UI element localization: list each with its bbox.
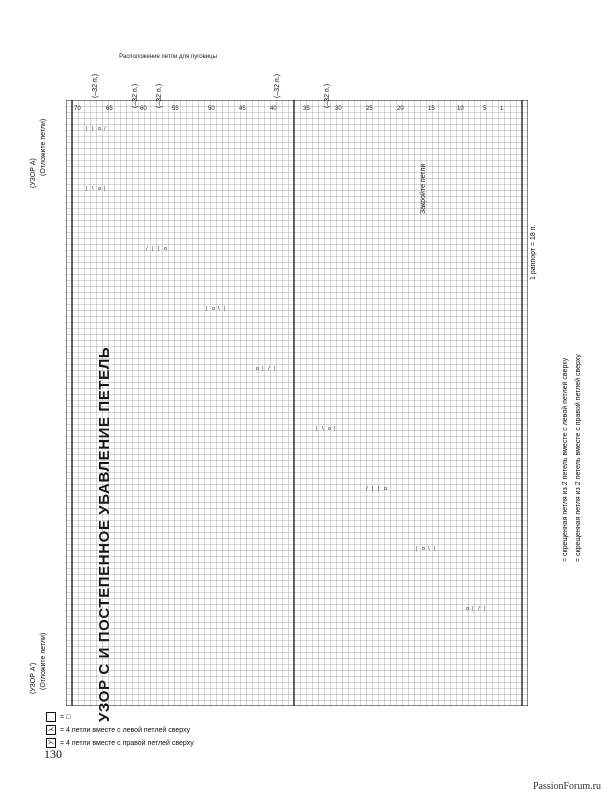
row-marker-40: 40: [270, 106, 277, 112]
legend-right-2: = скрещенная петля из 2 петель вместе с правой петлей сверху: [575, 354, 582, 562]
svg-text:|: |: [434, 546, 436, 552]
left-decrease-icon: ⋌: [48, 727, 54, 733]
decrease-note-3: (–32 п.): [156, 83, 163, 108]
legend-row-2: ⋌ = 4 петли вместе с левой петлей сверху: [48, 726, 191, 734]
svg-text:|: |: [86, 126, 88, 132]
svg-text:|: |: [86, 186, 88, 192]
svg-text:|: |: [206, 306, 208, 312]
svg-text:|: |: [484, 606, 486, 612]
svg-text:\: \: [322, 426, 324, 432]
svg-text:/: /: [478, 606, 480, 612]
pattern-a-prime-label: (УЗОР А'): [30, 662, 37, 694]
row-marker-70: 70: [74, 106, 81, 112]
row-marker-10: 10: [457, 106, 464, 112]
svg-text:o: o: [328, 426, 332, 432]
row-marker-50: 50: [208, 106, 215, 112]
svg-text:o: o: [98, 186, 102, 192]
svg-text:|: |: [224, 306, 226, 312]
svg-text:o: o: [384, 486, 388, 492]
svg-text:\: \: [428, 546, 430, 552]
row-marker-60: 60: [140, 106, 147, 112]
svg-text:o: o: [256, 366, 260, 372]
row-marker-65: 65: [106, 106, 113, 112]
chart-grid: [66, 100, 528, 706]
svg-text:|: |: [274, 366, 276, 372]
blank-stitch-icon: [46, 712, 56, 722]
decrease-note-2: (–32 п.): [132, 83, 139, 108]
pattern-a-label: (УЗОР А): [30, 158, 37, 188]
legend-row-3: ⋋ = 4 петли вместе с правой петлей сверху: [48, 739, 194, 747]
svg-text:|: |: [334, 426, 336, 432]
chart-legend: [46, 712, 194, 751]
svg-text:/: /: [146, 246, 148, 252]
right-decrease-icon: ⋋: [48, 740, 54, 746]
svg-text:|: |: [372, 486, 374, 492]
knitting-chart: [66, 100, 528, 706]
svg-text:o: o: [98, 126, 102, 132]
row-marker-15: 15: [428, 106, 435, 112]
decrease-note-1: (–32 п.): [92, 73, 99, 98]
legend-row-1: = □: [46, 712, 194, 722]
decrease-note-4: (–32 п.): [274, 73, 281, 98]
row-marker-45: 45: [239, 106, 246, 112]
svg-text:|: |: [104, 186, 106, 192]
svg-text:|: |: [472, 606, 474, 612]
svg-text:o: o: [466, 606, 470, 612]
svg-text:|: |: [416, 546, 418, 552]
decrease-note-5: (–32 п.): [324, 83, 331, 108]
svg-text:/: /: [268, 366, 270, 372]
svg-text:o: o: [164, 246, 168, 252]
row-marker-30: 30: [335, 106, 342, 112]
repeat-label: 1 раппорт = 18 п.: [530, 224, 537, 280]
place-stitches-label-bottom: (Отложите петли): [40, 632, 47, 690]
svg-text:\: \: [218, 306, 220, 312]
svg-text:o: o: [422, 546, 426, 552]
watermark: PassionForum.ru: [532, 781, 601, 792]
row-marker-25: 25: [366, 106, 373, 112]
svg-text:|: |: [158, 246, 160, 252]
svg-text:\: \: [92, 186, 94, 192]
row-marker-35: 35: [303, 106, 310, 112]
svg-text:|: |: [262, 366, 264, 372]
svg-text:|: |: [378, 486, 380, 492]
page-number: 130: [44, 747, 62, 761]
svg-text:|: |: [316, 426, 318, 432]
legend-right-1: = скрещенная петля из 2 петель вместе с левой петлей сверху: [562, 357, 569, 562]
row-marker-20: 20: [397, 106, 404, 112]
place-stitches-label: (Отложите петли): [40, 118, 47, 176]
row-marker-55: 55: [172, 106, 179, 112]
svg-text:/: /: [104, 126, 106, 132]
row-marker-5: 5: [483, 106, 487, 112]
svg-text:o: o: [212, 306, 216, 312]
row-marker-1: 1: [500, 106, 504, 112]
svg-text:|: |: [92, 126, 94, 132]
svg-text:/: /: [366, 486, 368, 492]
buttonhole-label: Расположение петли для пуговицы: [119, 54, 217, 60]
svg-text:|: |: [152, 246, 154, 252]
